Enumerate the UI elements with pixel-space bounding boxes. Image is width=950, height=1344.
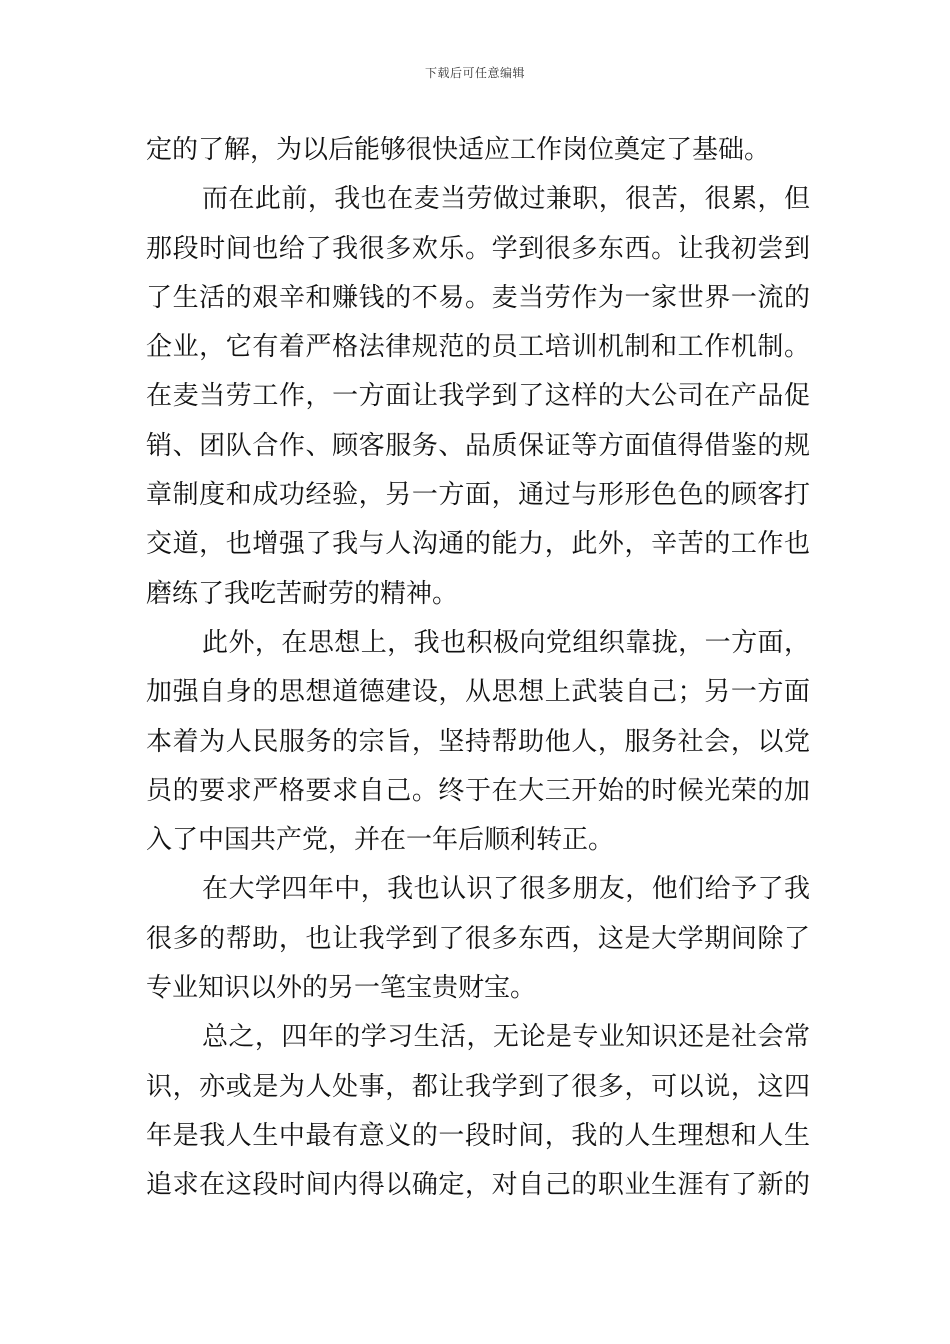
text-line: 那段时间也给了我很多欢乐。学到很多东西。让我初尝到	[146, 233, 810, 264]
text-line: 员的要求严格要求自己。终于在大三开始的时候光荣的加	[146, 775, 810, 806]
text-line: 专业知识以外的另一笔宝贵财宝。	[146, 973, 537, 1004]
text-line: 年是我人生中最有意义的一段时间，我的人生理想和人生	[146, 1120, 810, 1151]
text-line: 定的了解，为以后能够很快适应工作岗位奠定了基础。	[146, 135, 771, 165]
text-line: 总之，四年的学习生活，无论是专业知识还是社会常	[202, 1022, 810, 1053]
text-line: 交道，也增强了我与人沟通的能力，此外，辛苦的工作也	[146, 529, 810, 560]
text-line: 在大学四年中，我也认识了很多朋友，他们给予了我	[202, 874, 810, 905]
text-line: 在麦当劳工作，一方面让我学到了这样的大公司在产品促	[146, 381, 810, 412]
text-line: 了生活的艰辛和赚钱的不易。麦当劳作为一家世界一流的	[146, 282, 810, 313]
text-line: 章制度和成功经验，另一方面，通过与形形色色的顾客打	[146, 480, 810, 511]
text-line: 此外，在思想上，我也积极向党组织靠拢，一方面，	[202, 627, 810, 658]
page-header: 下载后可任意编辑	[424, 66, 525, 80]
text-line: 本着为人民服务的宗旨，坚持帮助他人，服务社会，以党	[146, 726, 810, 757]
text-line: 加强自身的思想道德建设，从思想上武装自己；另一方面	[146, 677, 810, 708]
text-line: 销、团队合作、顾客服务、品质保证等方面值得借鉴的规	[146, 430, 810, 461]
text-line: 追求在这段时间内得以确定，对自己的职业生涯有了新的	[146, 1170, 810, 1201]
text-line: 入了中国共产党，并在一年后顺利转正。	[146, 825, 615, 856]
text-line: 企业，它有着严格法律规范的员工培训机制和工作机制。	[146, 332, 810, 363]
text-line: 而在此前，我也在麦当劳做过兼职，很苦，很累，但	[202, 184, 810, 215]
text-line: 识，亦或是为人处事，都让我学到了很多，可以说，这四	[146, 1071, 810, 1102]
text-line: 很多的帮助，也让我学到了很多东西，这是大学期间除了	[146, 923, 810, 954]
text-line: 磨练了我吃苦耐劳的精神。	[146, 578, 459, 609]
document-body	[146, 126, 810, 1211]
